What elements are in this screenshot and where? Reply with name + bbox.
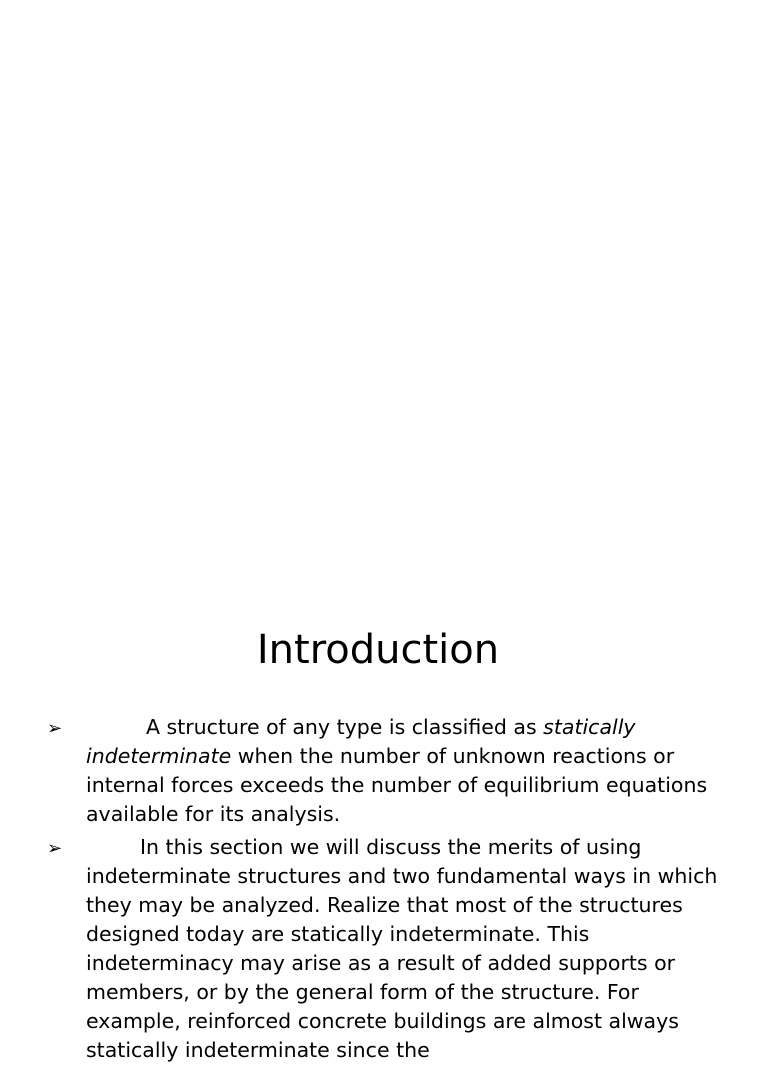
emphasis-term: statically indeterminate [86, 715, 636, 768]
bullet-text-end: when the number of unknown reactions or internal forces exceeds the number of equilibrium equations available for its analysis. [86, 744, 708, 826]
arrow-bullet-icon: ➢ [47, 718, 63, 739]
bullet-item [0, 713, 768, 829]
bullet-list [0, 713, 768, 1069]
bullet-text: In this section we will discuss the merits of using indeterminate structures and two fundamental ways in which they may be analyzed. Realize that most of the structures designed today are statically indeterminate. This indeterminacy may arise as a result of added supports or members, or by the general form of the structure. For example, reinforced concrete buildings are almost always statically indeterminate since the [86, 835, 718, 1062]
page-title: Introduction [256, 627, 500, 673]
bullet-text-start: A structure of any type is classified as [146, 715, 544, 739]
bullet-item [0, 833, 768, 1065]
arrow-bullet-icon: ➢ [47, 838, 63, 859]
